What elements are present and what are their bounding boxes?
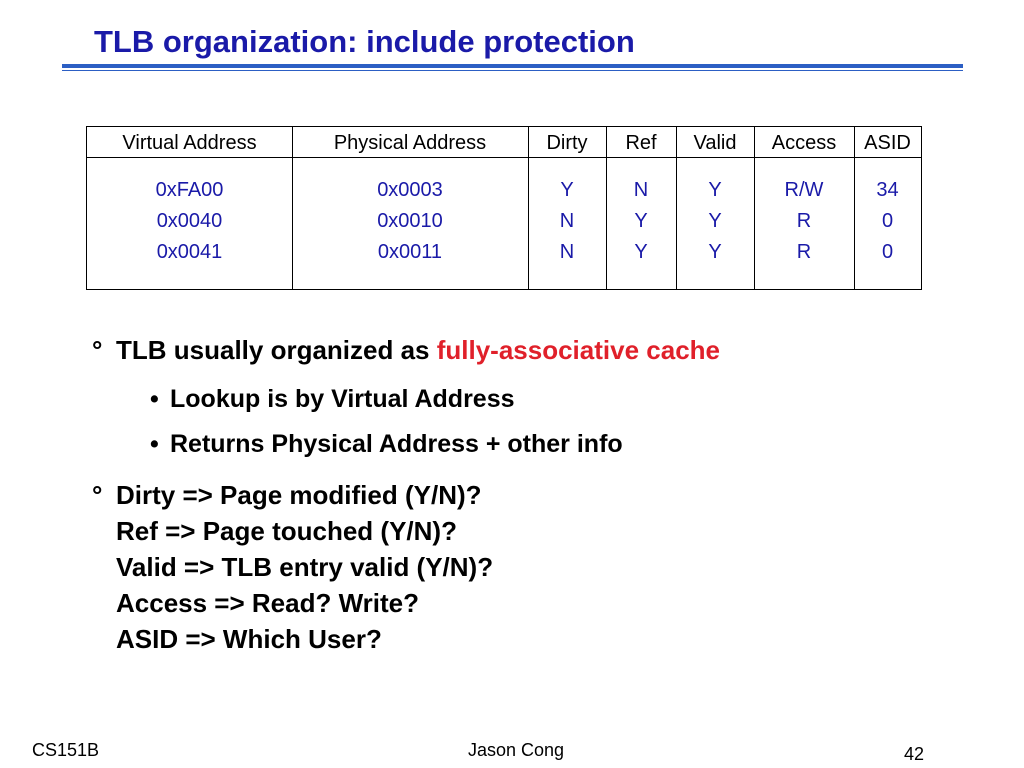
page-number: 42: [904, 744, 925, 764]
cell-access: R/W: [784, 179, 824, 201]
sub-bullet-text: Returns Physical Address + other info: [170, 430, 623, 458]
cell-dirty: N: [559, 241, 575, 263]
cell-dirty: Y: [560, 179, 574, 201]
cell-ref: Y: [634, 210, 648, 232]
header-asid: ASID: [864, 132, 911, 154]
degree-bullet-icon: °: [92, 335, 103, 365]
cell-dirty: N: [559, 210, 575, 232]
cell-physical-address: 0x0010: [377, 210, 443, 232]
bullet-highlight: fully-associative cache: [436, 335, 720, 365]
footer-author: Jason Cong: [468, 740, 565, 760]
degree-bullet-icon: °: [92, 480, 103, 510]
cell-asid: 34: [876, 179, 899, 201]
cell-access: R: [796, 210, 812, 232]
definition-text: Dirty => Page modified (Y/N)?: [116, 480, 482, 510]
bullet-text: TLB usually organized as: [116, 335, 437, 365]
bullet-field-definitions: [92, 477, 493, 657]
header-valid: Valid: [693, 132, 737, 154]
header-divider: [87, 157, 921, 158]
cell-ref: N: [633, 179, 649, 201]
cell-physical-address: 0x0011: [377, 241, 443, 263]
cell-valid: Y: [708, 210, 722, 232]
cell-asid: 0: [881, 210, 894, 232]
definition-line: Valid => TLB entry valid (Y/N)?: [116, 552, 494, 582]
table-body: [87, 175, 921, 268]
sub-bullet-returns: [150, 430, 623, 459]
title-underline: [62, 64, 963, 68]
cell-ref: Y: [634, 241, 648, 263]
cell-virtual-address: 0x0040: [156, 210, 223, 232]
cell-virtual-address: 0x0041: [156, 241, 223, 263]
table-header-row: [87, 127, 921, 157]
cell-valid: Y: [708, 241, 722, 263]
definition-line: Access => Read? Write?: [116, 588, 419, 618]
definition-line: ASID => Which User?: [116, 624, 382, 654]
header-physical-address: Physical Address: [333, 132, 487, 154]
title-underline-thin: [62, 70, 963, 71]
tlb-table: [86, 126, 922, 290]
slide-title: TLB organization: include protection: [94, 24, 635, 59]
definition-line: [92, 477, 493, 513]
header-virtual-address: Virtual Address: [122, 132, 257, 154]
bullet-tlb-organization: [92, 335, 720, 366]
header-ref: Ref: [625, 132, 657, 154]
table-row: [87, 175, 921, 206]
sub-bullet-text: Lookup is by Virtual Address: [170, 385, 515, 413]
cell-virtual-address: 0xFA00: [155, 179, 224, 201]
cell-access: R: [796, 241, 812, 263]
header-dirty: Dirty: [546, 132, 588, 154]
header-access: Access: [771, 132, 837, 154]
dot-bullet-icon: •: [150, 430, 159, 458]
footer-course: CS151B: [32, 740, 100, 760]
cell-physical-address: 0x0003: [377, 179, 443, 201]
dot-bullet-icon: •: [150, 385, 159, 413]
cell-asid: 0: [881, 241, 894, 263]
table-row: [87, 206, 921, 237]
definition-line: Ref => Page touched (Y/N)?: [116, 516, 457, 546]
table-row: [87, 237, 921, 268]
cell-valid: Y: [708, 179, 722, 201]
sub-bullet-lookup: [150, 385, 515, 414]
